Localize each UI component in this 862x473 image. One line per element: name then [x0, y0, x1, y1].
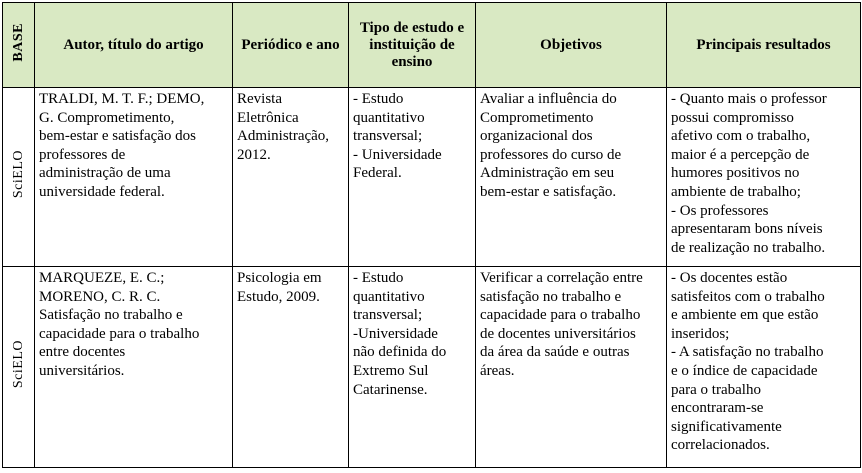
objectives-cell: Verificar a correlação entre satisfação no trabalho e capacidade para o trabalho de docentes universitários da área da saúde e outras áreas. — [476, 267, 667, 468]
journal-cell: Revista Eletrônica Administração, 2012. — [233, 88, 349, 267]
header-objectives: Objetivos — [476, 3, 667, 88]
table-row — [3, 88, 861, 267]
table-row — [3, 267, 861, 468]
study-type-cell: - Estudo quantitativo transversal; -Universidade não definida do Extremo Sul Catarinense. — [349, 267, 476, 468]
header-row — [3, 3, 861, 88]
header-base: BASE — [3, 3, 35, 88]
study-type-cell: - Estudo quantitativo transversal; - Universidade Federal. — [349, 88, 476, 267]
objectives-cell: Avaliar a influência do Comprometimento organizacional dos professores do curso de Administração em seu bem-estar e satisfação. — [476, 88, 667, 267]
results-cell: - Os docentes estão satisfeitos com o trabalho e ambiente em que estão inseridos; - A satisfação no trabalho e o índice de capacidade para o trabalho encontraram-se significativamente correlacionados. — [667, 267, 861, 468]
literature-review-table — [2, 2, 861, 468]
results-cell: - Quanto mais o professor possui compromisso afetivo com o trabalho, maior é a percepção de humores positivos no ambiente de trabalho; - Os professores apresentaram bons níveis de realização no trabalho. — [667, 88, 861, 267]
base-cell: SciELO — [3, 88, 35, 267]
author-cell: TRALDI, M. T. F.; DEMO, G. Comprometimento, bem-estar e satisfação dos professores de administração de uma universidade federal. — [35, 88, 233, 267]
journal-cell: Psicologia em Estudo, 2009. — [233, 267, 349, 468]
author-cell: MARQUEZE, E. C.; MORENO, C. R. C. Satisfação no trabalho e capacidade para o trabalho entre docentes universitários. — [35, 267, 233, 468]
base-cell: SciELO — [3, 267, 35, 468]
header-study-type: Tipo de estudo e instituição de ensino — [349, 3, 476, 88]
header-results: Principais resultados — [667, 3, 861, 88]
header-journal: Periódico e ano — [233, 3, 349, 88]
header-author: Autor, título do artigo — [35, 3, 233, 88]
